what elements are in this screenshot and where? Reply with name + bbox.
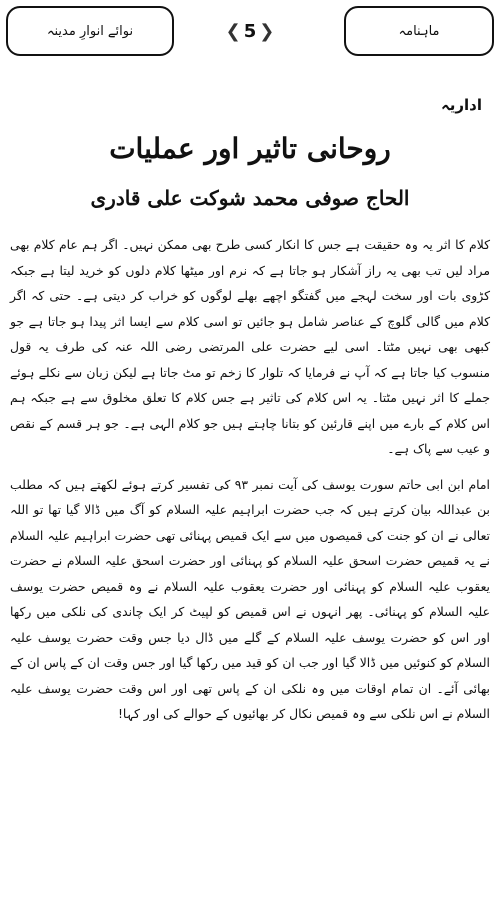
paragraph: امام ابن ابی حاتم سورت یوسف کی آیت نمبر ۹۳ کی تفسیر کرتے ہوئے لکھتے ہیں کہ مطلب بن عبداللہ بیان کرتے ہیں کہ جب حضرت ابراہیم علیہ السلام کو آگ میں ڈالا گیا تھا تو اللہ تعالی نے ان کو جنت کی قمیصوں میں سے ایک قمیص پہنائی تھی حضرت ابراہیم علیہ السلام نے یہ قمیص حضرت اسحق علیہ السلام کو پہنائی اور حضرت اسحق علیہ السلام نے حضرت یعقوب علیہ السلام کو پہنائی اور حضرت یعقوب علیہ السلام نے وہ قمیص حضرت یوسف علیہ السلام کو پہنائی۔ پھر انہوں نے اس قمیص کو لپیٹ کر ایک چاندی کی نلکی میں رکھا اور اس کو حضرت یوسف علیہ السلام کے گلے میں ڈال دیا جس وقت حضرت یوسف علیہ السلام کو کنوئیں میں ڈالا گیا اور جب ان کو قید میں رکھا گیا اور جس وقت ان کے پاس ان کے بھائی آئے۔ ان تمام اوقات میں وہ نلکی ان کے پاس تھی اور اس وقت حضرت یوسف علیہ السلام نے اس نلکی سے وہ قمیص نکال کر بھائیوں کے حوالے کی اور کہا!: [10, 476, 491, 721]
periodical-type: ماہنامہ: [398, 23, 440, 39]
periodical-type-box: [344, 6, 494, 56]
article-author: الحاج صوفی محمد شوکت علی قادری: [90, 186, 410, 210]
ornament-right-icon: ❯: [259, 20, 275, 42]
magazine-name-box: [6, 6, 174, 56]
magazine-name: نوائے انوارِ مدینہ: [46, 23, 134, 39]
ornament-left-icon: ❮: [225, 20, 241, 42]
section-label: اداریہ: [440, 96, 482, 114]
article-body: [10, 232, 490, 737]
paragraph: کلام کا اثر یہ وہ حقیقت ہے جس کا انکار کسی طرح بھی ممکن نہیں۔ اگر ہم عام کلام بھی مراد لیں تب بھی یہ راز آشکار ہو جاتا ہے کہ نرم اور میٹھا کلام دلوں کو خرید لیتا ہے جبکہ کڑوی بات اور سخت لہجے میں گفتگو اچھے بھلے لوگوں کو خراب کر دیتی ہے۔ حتی کہ اگر کلام میں گالی گلوچ کے عناصر شامل ہو جائیں تو اسی کلام سے ایسا اثر پیدا ہو جاتا ہے جو کبھی بھی نہیں مٹتا۔ اسی لیے حضرت علی المرتضی رضی اللہ عنہ کی طرف یہ قول منسوب کیا جاتا ہے کہ آپ نے فرمایا کہ تلوار کا زخم تو مٹ جاتا ہے لیکن زبان سے نکلے ہوئے جملے کا اثر نہیں مٹتا۔ یہ اس کلام کی تاثیر ہے جس کلام کا تعلق مخلوق سے ہے جبکہ ہم اس کلام کے بارے میں اپنے قارئین کو بتانا چاہتے ہیں جو کلام الہی ہے۔ جو ہر قسم کے نقص و عیب سے پاک ہے۔: [10, 237, 490, 456]
page-number: 5: [243, 20, 257, 42]
page-header: [6, 6, 494, 58]
article-title: روحانی تاثیر اور عملیات: [109, 132, 391, 165]
page-number-ornament: [215, 12, 285, 50]
